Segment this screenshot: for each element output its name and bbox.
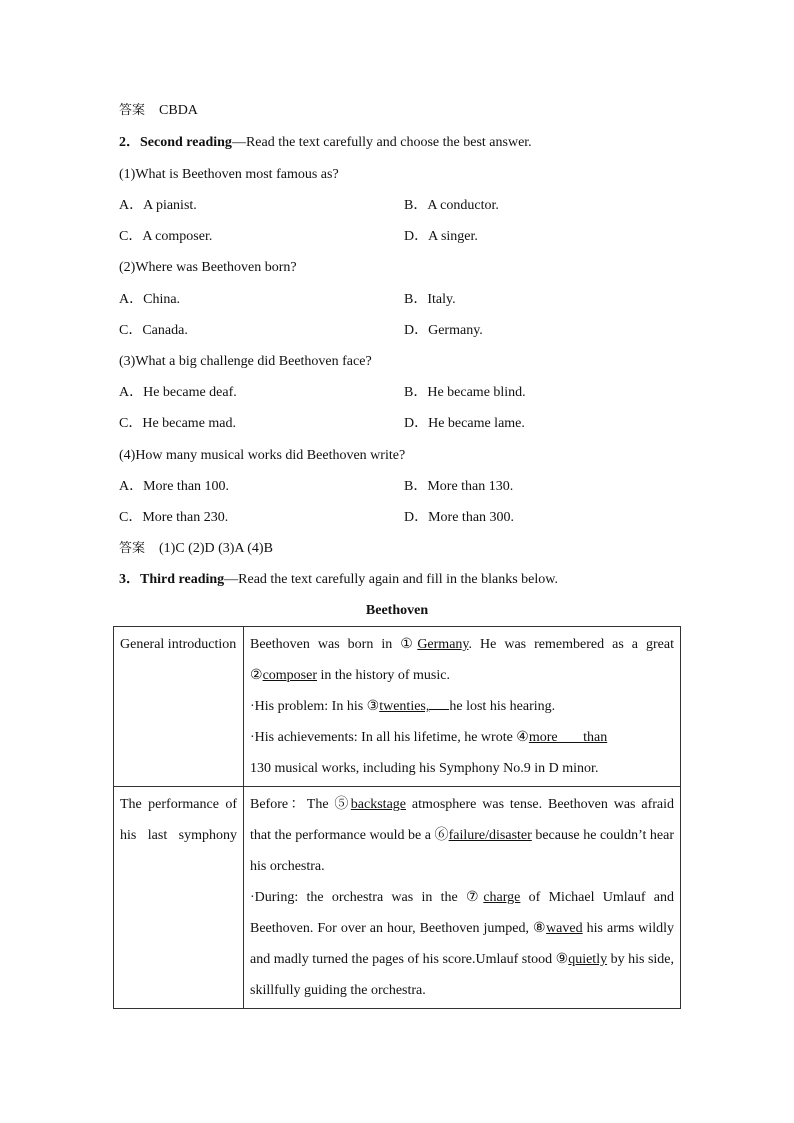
text-fragment: ·His achievements: In all his lifetime, he wrote ④	[250, 730, 529, 745]
q4-option-d: D．More than 300.	[404, 510, 515, 525]
section-2-heading	[119, 134, 532, 152]
answer-value: (1)C (2)D (3)A (4)B	[159, 541, 273, 556]
text-fragment: Before：The ⑤	[250, 797, 351, 812]
question-2: (2)Where was Beethoven born?	[119, 260, 297, 275]
answer-blank-9: quietly	[568, 952, 608, 967]
text-fragment: his arms wildly and madly turned the pages of his score.Umlauf stood ⑨	[250, 921, 674, 967]
section-3-heading	[119, 571, 558, 589]
text-fragment: of Michael Umlauf and Beethoven. For over an hour, Beethoven jumped, ⑧	[250, 890, 675, 936]
row-content-general-introduction	[244, 627, 681, 787]
row-label-general-introduction: General introduction	[114, 627, 244, 787]
beethoven-table	[113, 626, 681, 1009]
text-fragment: atmosphere was tense. Beethoven was afraid that the performance would be a ⑥	[250, 797, 674, 843]
blank-underline	[429, 693, 449, 710]
question-1: (1)What is Beethoven most famous as?	[119, 167, 339, 182]
table-title: Beethoven	[365, 603, 429, 618]
question-3: (3)What a big challenge did Beethoven face?	[119, 354, 372, 369]
section-3-dash: —	[224, 572, 239, 587]
text-fragment: 130 musical works, including his Symphony No.9 in D minor.	[250, 761, 599, 776]
q1-option-d: D．A singer.	[404, 229, 478, 244]
row-label-performance: The performance of his last symphony	[114, 787, 244, 1009]
row-content-performance	[244, 787, 681, 1009]
table-row	[114, 787, 681, 1009]
q2-option-c: C．Canada.	[119, 323, 188, 338]
answer-blank-2: composer	[262, 668, 317, 683]
q4-option-b: B．More than 130.	[404, 479, 514, 494]
text-fragment: Beethoven was born in ①	[250, 637, 418, 652]
section-2-number: 2．	[119, 135, 140, 150]
text-fragment: ·During: the orchestra was in the ⑦	[250, 890, 484, 905]
q3-option-a: A．He became deaf.	[119, 385, 237, 400]
q3-option-c: C．He became mad.	[119, 416, 237, 431]
q1-option-b: B．A conductor.	[404, 198, 499, 213]
answer-blank-3: twenties,	[379, 699, 430, 714]
text-fragment: because he couldn’t hear his orchestra.	[250, 828, 674, 874]
q4-option-a: A．More than 100.	[119, 479, 230, 494]
answer-blank-5: backstage	[350, 797, 406, 812]
q3-option-d: D．He became lame.	[404, 416, 525, 431]
q2-option-d: D．Germany.	[404, 323, 483, 338]
table-row	[114, 627, 681, 787]
answer-blank-1: Germany	[417, 637, 469, 652]
text-fragment: by his side, skillfully guiding the orchestra.	[250, 952, 674, 998]
q2-option-a: A．China.	[119, 292, 181, 307]
section-3-instruction: Read the text carefully again and fill in the blanks below.	[238, 572, 558, 587]
answer-line-2	[119, 540, 273, 558]
q4-option-c: C．More than 230.	[119, 510, 229, 525]
section-2-dash: —	[231, 135, 246, 150]
section-3-number: 3．	[119, 572, 140, 587]
answer-value: CBDA	[159, 103, 198, 118]
q3-option-b: B．He became blind.	[404, 385, 526, 400]
answer-blank-6: failure/disaster	[448, 828, 532, 843]
answer-label: 答案	[119, 541, 146, 556]
section-2-title: Second reading	[140, 135, 232, 150]
text-fragment: he lost his hearing.	[449, 699, 556, 714]
section-2-instruction: Read the text carefully and choose the best answer.	[245, 135, 532, 150]
answer-label: 答案	[119, 103, 146, 118]
answer-blank-8: waved	[546, 921, 583, 936]
text-fragment: . He was remembered as a great ②	[250, 637, 674, 683]
question-4: (4)How many musical works did Beethoven write?	[119, 448, 406, 463]
text-fragment: ·His problem: In his ③	[250, 699, 380, 714]
answer-blank-7: charge	[483, 890, 521, 905]
answer-blank-4: more than	[528, 730, 608, 745]
section-3-title: Third reading	[140, 572, 225, 587]
q2-option-b: B．Italy.	[404, 292, 456, 307]
text-fragment: in the history of music.	[317, 668, 450, 683]
q1-option-a: A．A pianist.	[119, 198, 197, 213]
answer-line-1	[119, 102, 198, 120]
q1-option-c: C．A composer.	[119, 229, 213, 244]
